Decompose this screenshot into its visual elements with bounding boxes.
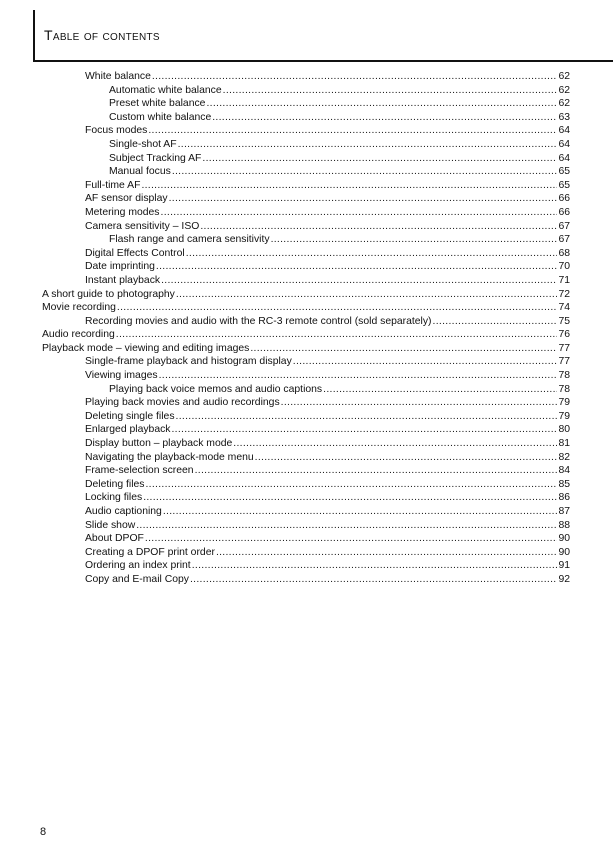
dot-leader bbox=[216, 546, 558, 560]
toc-entry-page: 62 bbox=[558, 71, 570, 82]
dot-leader bbox=[143, 491, 557, 505]
toc-entry-label: Deleting single files bbox=[85, 410, 175, 422]
dot-leader bbox=[281, 396, 558, 410]
dot-leader bbox=[195, 464, 558, 478]
dot-leader bbox=[156, 260, 558, 274]
toc-entry-label: Audio recording bbox=[42, 329, 115, 341]
toc-entry[interactable] bbox=[42, 437, 570, 451]
toc-entry-page: 76 bbox=[558, 329, 570, 341]
toc-entry-label: Playback mode – viewing and editing images bbox=[42, 342, 250, 354]
toc-entry[interactable] bbox=[42, 274, 570, 288]
toc-entry-label: Locking files bbox=[85, 492, 143, 504]
toc-entry-page: 87 bbox=[558, 506, 570, 517]
toc-entry[interactable] bbox=[42, 383, 570, 397]
toc-entry[interactable] bbox=[42, 519, 570, 533]
toc-entry-page: 85 bbox=[558, 478, 570, 490]
toc-entry-page: 63 bbox=[558, 111, 570, 123]
toc-entry-label: Subject Tracking AF bbox=[109, 152, 202, 164]
toc-entry-label: About DPOF bbox=[85, 533, 144, 545]
toc-entry-label: Display button – playback mode bbox=[85, 438, 233, 450]
toc-entry[interactable] bbox=[42, 152, 570, 166]
toc-entry[interactable] bbox=[42, 233, 570, 247]
dot-leader bbox=[163, 505, 558, 519]
toc-entry-label: Flash range and camera sensitivity bbox=[109, 234, 270, 246]
toc-entry-page: 90 bbox=[558, 533, 570, 545]
dot-leader bbox=[145, 532, 558, 546]
toc-entry-page: 62 bbox=[558, 84, 570, 96]
toc-entry-page: 82 bbox=[558, 451, 570, 463]
dot-leader bbox=[146, 478, 558, 492]
toc-entry[interactable] bbox=[42, 355, 570, 369]
toc-entry-label: Single-shot AF bbox=[109, 138, 177, 150]
toc-entry-label: Frame-selection screen bbox=[85, 465, 194, 477]
toc-entry-page: 72 bbox=[558, 288, 570, 300]
header-rule-vertical bbox=[33, 10, 35, 62]
toc-entry-page: 84 bbox=[558, 465, 570, 477]
toc-entry[interactable] bbox=[42, 478, 570, 492]
toc-entry[interactable] bbox=[42, 247, 570, 261]
toc-entry[interactable] bbox=[42, 111, 570, 125]
toc-entry[interactable] bbox=[42, 423, 570, 437]
toc-entry[interactable] bbox=[42, 165, 570, 179]
page-number: 8 bbox=[40, 826, 47, 838]
dot-leader bbox=[255, 451, 558, 465]
toc-entry[interactable] bbox=[42, 505, 570, 519]
toc-entry-page: 78 bbox=[558, 383, 570, 395]
toc-entry-page: 86 bbox=[558, 492, 570, 504]
toc-entry[interactable] bbox=[42, 464, 570, 478]
dot-leader bbox=[172, 165, 558, 179]
toc-entry[interactable] bbox=[42, 84, 570, 98]
dot-leader bbox=[271, 233, 558, 247]
dot-leader bbox=[233, 437, 557, 451]
toc-entry-page: 88 bbox=[558, 519, 570, 531]
toc-entry-label: Playing back voice memos and audio captions bbox=[109, 383, 323, 395]
toc-entry[interactable] bbox=[42, 451, 570, 465]
dot-leader bbox=[250, 342, 557, 356]
toc-entry-label: A short guide to photography bbox=[42, 288, 175, 300]
dot-leader bbox=[293, 355, 558, 369]
toc-entry-page: 77 bbox=[558, 356, 570, 368]
toc-entry-label: Deleting files bbox=[85, 478, 145, 490]
toc-entry-page: 68 bbox=[558, 247, 570, 259]
toc-entry-page: 79 bbox=[558, 397, 570, 409]
toc-entry-label: Single-frame playback and histogram display bbox=[85, 356, 292, 368]
toc-entry-page: 64 bbox=[558, 138, 570, 150]
dot-leader bbox=[161, 206, 558, 220]
dot-leader bbox=[159, 369, 558, 383]
toc-entry-label: Viewing images bbox=[85, 370, 158, 382]
toc-entry-page: 78 bbox=[558, 370, 570, 382]
toc-entry[interactable] bbox=[42, 97, 570, 111]
dot-leader bbox=[172, 423, 558, 437]
toc-entry-page: 62 bbox=[558, 98, 570, 110]
toc-entry[interactable] bbox=[42, 396, 570, 410]
toc-entry-label: Camera sensitivity – ISO bbox=[85, 220, 200, 232]
dot-leader bbox=[202, 152, 557, 166]
toc-entry-page: 65 bbox=[558, 166, 570, 178]
toc-entry-label: Instant playback bbox=[85, 274, 161, 286]
page-title: Table of contents bbox=[44, 27, 160, 43]
toc-entry-label: Date imprinting bbox=[85, 261, 155, 273]
toc-entry-label: Focus modes bbox=[85, 125, 148, 137]
dot-leader bbox=[212, 111, 557, 125]
toc-entry[interactable] bbox=[42, 573, 570, 587]
dot-leader bbox=[176, 410, 558, 424]
toc-entry-label: Custom white balance bbox=[109, 111, 212, 123]
toc-entry-label: Full-time AF bbox=[85, 179, 141, 191]
toc-entry[interactable] bbox=[42, 342, 570, 356]
toc-entry-label: Playing back movies and audio recordings bbox=[85, 397, 280, 409]
toc-entry[interactable] bbox=[42, 288, 570, 302]
dot-leader bbox=[206, 97, 557, 111]
toc-entry-page: 79 bbox=[558, 410, 570, 422]
dot-leader bbox=[200, 220, 557, 234]
toc-entry-page: 66 bbox=[558, 206, 570, 218]
toc-entry-page: 67 bbox=[558, 220, 570, 232]
toc-list bbox=[42, 70, 570, 587]
toc-entry-page: 74 bbox=[558, 302, 570, 314]
dot-leader bbox=[192, 559, 558, 573]
toc-entry-label: White balance bbox=[85, 71, 151, 82]
toc-entry-label: Slide show bbox=[85, 519, 136, 531]
toc-entry[interactable] bbox=[42, 559, 570, 573]
toc-entry[interactable] bbox=[42, 546, 570, 560]
toc-entry-label: Recording movies and audio with the RC-3 remote control (sold separately) bbox=[85, 315, 432, 327]
toc-entry-page: 70 bbox=[558, 261, 570, 273]
toc-entry-label: Metering modes bbox=[85, 206, 160, 218]
toc-entry-label: Manual focus bbox=[109, 166, 171, 178]
dot-leader bbox=[117, 301, 558, 315]
dot-leader bbox=[152, 70, 558, 84]
dot-leader bbox=[176, 288, 558, 302]
toc-entry[interactable] bbox=[42, 315, 570, 329]
toc-entry-label: Creating a DPOF print order bbox=[85, 546, 215, 558]
toc-entry-page: 66 bbox=[558, 193, 570, 205]
toc-entry[interactable] bbox=[42, 328, 570, 342]
toc-entry[interactable] bbox=[42, 179, 570, 193]
dot-leader bbox=[116, 328, 558, 342]
toc-entry-page: 92 bbox=[558, 573, 570, 585]
dot-leader bbox=[223, 84, 558, 98]
toc-entry-page: 91 bbox=[558, 560, 570, 572]
toc-entry-label: Navigating the playback-mode menu bbox=[85, 451, 254, 463]
dot-leader bbox=[141, 179, 557, 193]
toc-entry-label: Ordering an index print bbox=[85, 560, 191, 572]
toc-entry-page: 90 bbox=[558, 546, 570, 558]
toc-entry[interactable] bbox=[42, 410, 570, 424]
toc-entry[interactable] bbox=[42, 138, 570, 152]
toc-entry-label: Movie recording bbox=[42, 302, 116, 314]
toc-entry[interactable] bbox=[42, 260, 570, 274]
toc-entry[interactable] bbox=[42, 301, 570, 315]
toc-entry-label: Enlarged playback bbox=[85, 424, 171, 436]
toc-entry-page: 64 bbox=[558, 152, 570, 164]
toc-entry[interactable] bbox=[42, 206, 570, 220]
dot-leader bbox=[190, 573, 557, 587]
toc-entry-label: Copy and E-mail Copy bbox=[85, 573, 189, 585]
toc-entry-page: 67 bbox=[558, 234, 570, 246]
toc-entry-page: 77 bbox=[558, 342, 570, 354]
toc-entry[interactable] bbox=[42, 491, 570, 505]
toc-entry[interactable] bbox=[42, 369, 570, 383]
toc-entry-page: 71 bbox=[558, 274, 570, 286]
toc-entry[interactable] bbox=[42, 124, 570, 138]
toc-entry-label: Audio captioning bbox=[85, 506, 162, 517]
toc-entry-label: Preset white balance bbox=[109, 98, 206, 110]
toc-entry-page: 64 bbox=[558, 125, 570, 137]
dot-leader bbox=[161, 274, 557, 288]
toc-entry-label: Digital Effects Control bbox=[85, 247, 185, 259]
toc-entry[interactable] bbox=[42, 70, 570, 84]
toc-entry-label: AF sensor display bbox=[85, 193, 168, 205]
toc-entry-page: 75 bbox=[558, 315, 570, 327]
dot-leader bbox=[148, 124, 557, 138]
toc-entry-label: Automatic white balance bbox=[109, 84, 222, 96]
toc-entry[interactable] bbox=[42, 532, 570, 546]
toc-entry[interactable] bbox=[42, 220, 570, 234]
header-rule-horizontal bbox=[33, 60, 613, 62]
dot-leader bbox=[433, 315, 558, 329]
toc-entry-page: 81 bbox=[558, 438, 570, 450]
toc-entry-page: 65 bbox=[558, 179, 570, 191]
toc-entry-page: 80 bbox=[558, 424, 570, 436]
dot-leader bbox=[169, 192, 558, 206]
toc-entry[interactable] bbox=[42, 192, 570, 206]
dot-leader bbox=[186, 247, 558, 261]
dot-leader bbox=[178, 138, 558, 152]
dot-leader bbox=[136, 519, 557, 533]
dot-leader bbox=[323, 383, 557, 397]
